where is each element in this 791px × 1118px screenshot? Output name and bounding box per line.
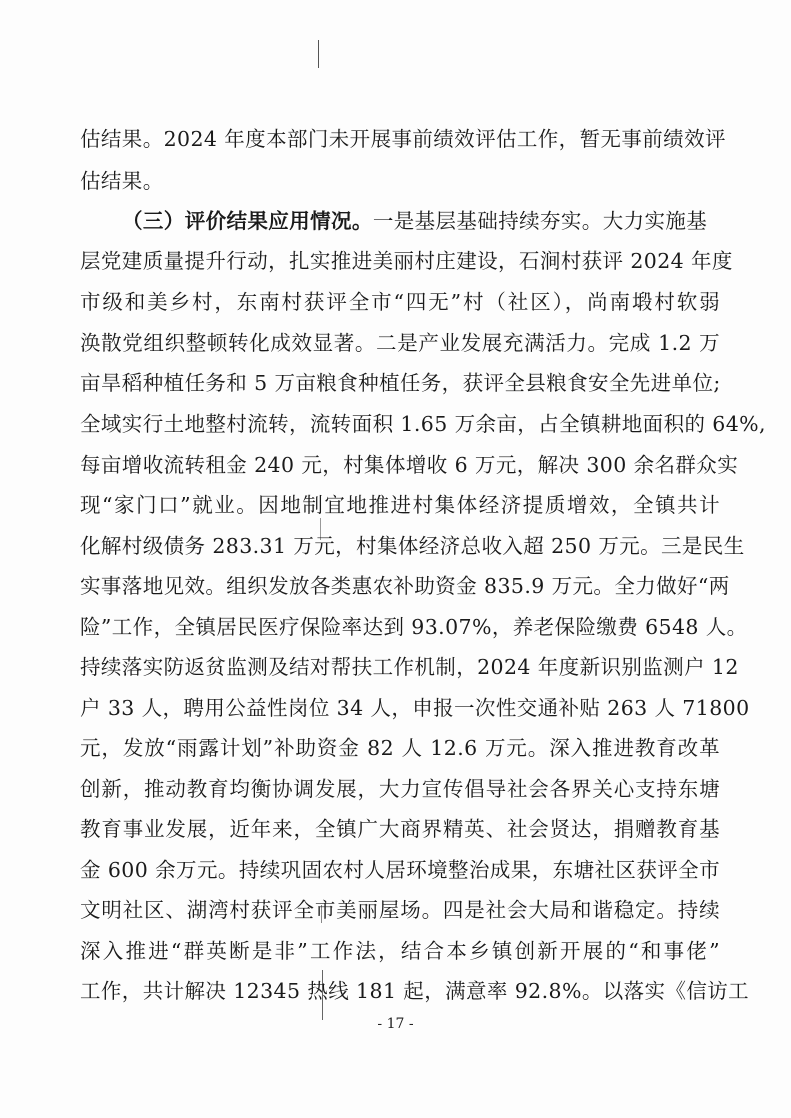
paragraph-line: 估结果。 xyxy=(80,169,164,193)
paragraph-line: 全域实行土地整村流转，流转面积 1.65 万余亩，占全镇耕地面积的 64%, xyxy=(80,412,766,436)
paragraph-line: 每亩增收流转租金 240 元，村集体增收 6 万元，解决 300 余名群众实 xyxy=(80,453,739,477)
paragraph-line: 教育事业发展，近年来，全镇广大商界精英、社会贤达，捐赠教育基 xyxy=(80,817,720,841)
section-first-line xyxy=(122,206,720,236)
paragraph-line: 文明社区、湖湾村获评全市美丽屋场。四是社会大局和谐稳定。持续 xyxy=(80,898,720,922)
paragraph-line: 深入推进“群英断是非”工作法，结合本乡镇创新开展的“和事佬” xyxy=(80,939,720,963)
scan-artifact-line xyxy=(318,40,319,68)
paragraph-line: 元，发放“雨露计划”补助资金 82 人 12.6 万元。深入推进教育改革 xyxy=(80,736,720,760)
section-first-line-text: 一是基层基础持续夯实。大力实施基 xyxy=(372,209,708,233)
paragraph-line: 持续落实防返贫监测及结对帮扶工作机制，2024 年度新识别监测户 12 xyxy=(80,655,739,679)
paragraph-line: 估结果。2024 年度本部门未开展事前绩效评估工作，暂无事前绩效评 xyxy=(80,127,726,151)
section-heading: （三）评价结果应用情况。 xyxy=(122,209,373,233)
paragraph-line: 亩旱稻种植任务和 5 万亩粮食种植任务，获评全县粮食安全先进单位; xyxy=(80,371,721,395)
paragraph-line: 创新，推动教育均衡协调发展，大力宣传倡导社会各界关心支持东塘 xyxy=(80,777,720,801)
paragraph-line: 险”工作，全镇居民医疗保险率达到 93.07%，养老保险缴费 6548 人。 xyxy=(80,615,748,639)
paragraph-line: 化解村级债务 283.31 万元，村集体经济总收入超 250 万元。三是民生 xyxy=(80,534,745,558)
paragraph-line: 市级和美乡村，东南村获评全市“四无”村（社区），尚南塅村软弱 xyxy=(80,290,720,314)
paragraph-line: 层党建质量提升行动，扎实推进美丽村庄建设，石涧村获评 2024 年度 xyxy=(80,249,733,273)
paragraph-line: 实事落地见效。组织发放各类惠农补助资金 835.9 万元。全力做好“两 xyxy=(80,574,730,598)
page-number: - 17 - xyxy=(377,1016,414,1032)
paragraph-line: 涣散党组织整顿转化成效显著。二是产业发展充满活力。完成 1.2 万 xyxy=(80,331,720,355)
paragraph-line: 金 600 余万元。持续巩固农村人居环境整治成果，东塘社区获评全市 xyxy=(80,858,720,882)
paragraph-line: 工作，共计解决 12345 热线 181 起，满意率 92.8%。以落实《信访工 xyxy=(80,979,750,1003)
paragraph-line: 现“家门口”就业。因地制宜地推进村集体经济提质增效，全镇共计 xyxy=(80,493,720,517)
paragraph-line: 户 33 人，聘用公益性岗位 34 人，申报一次性交通补贴 263 人 71800 xyxy=(80,696,750,720)
